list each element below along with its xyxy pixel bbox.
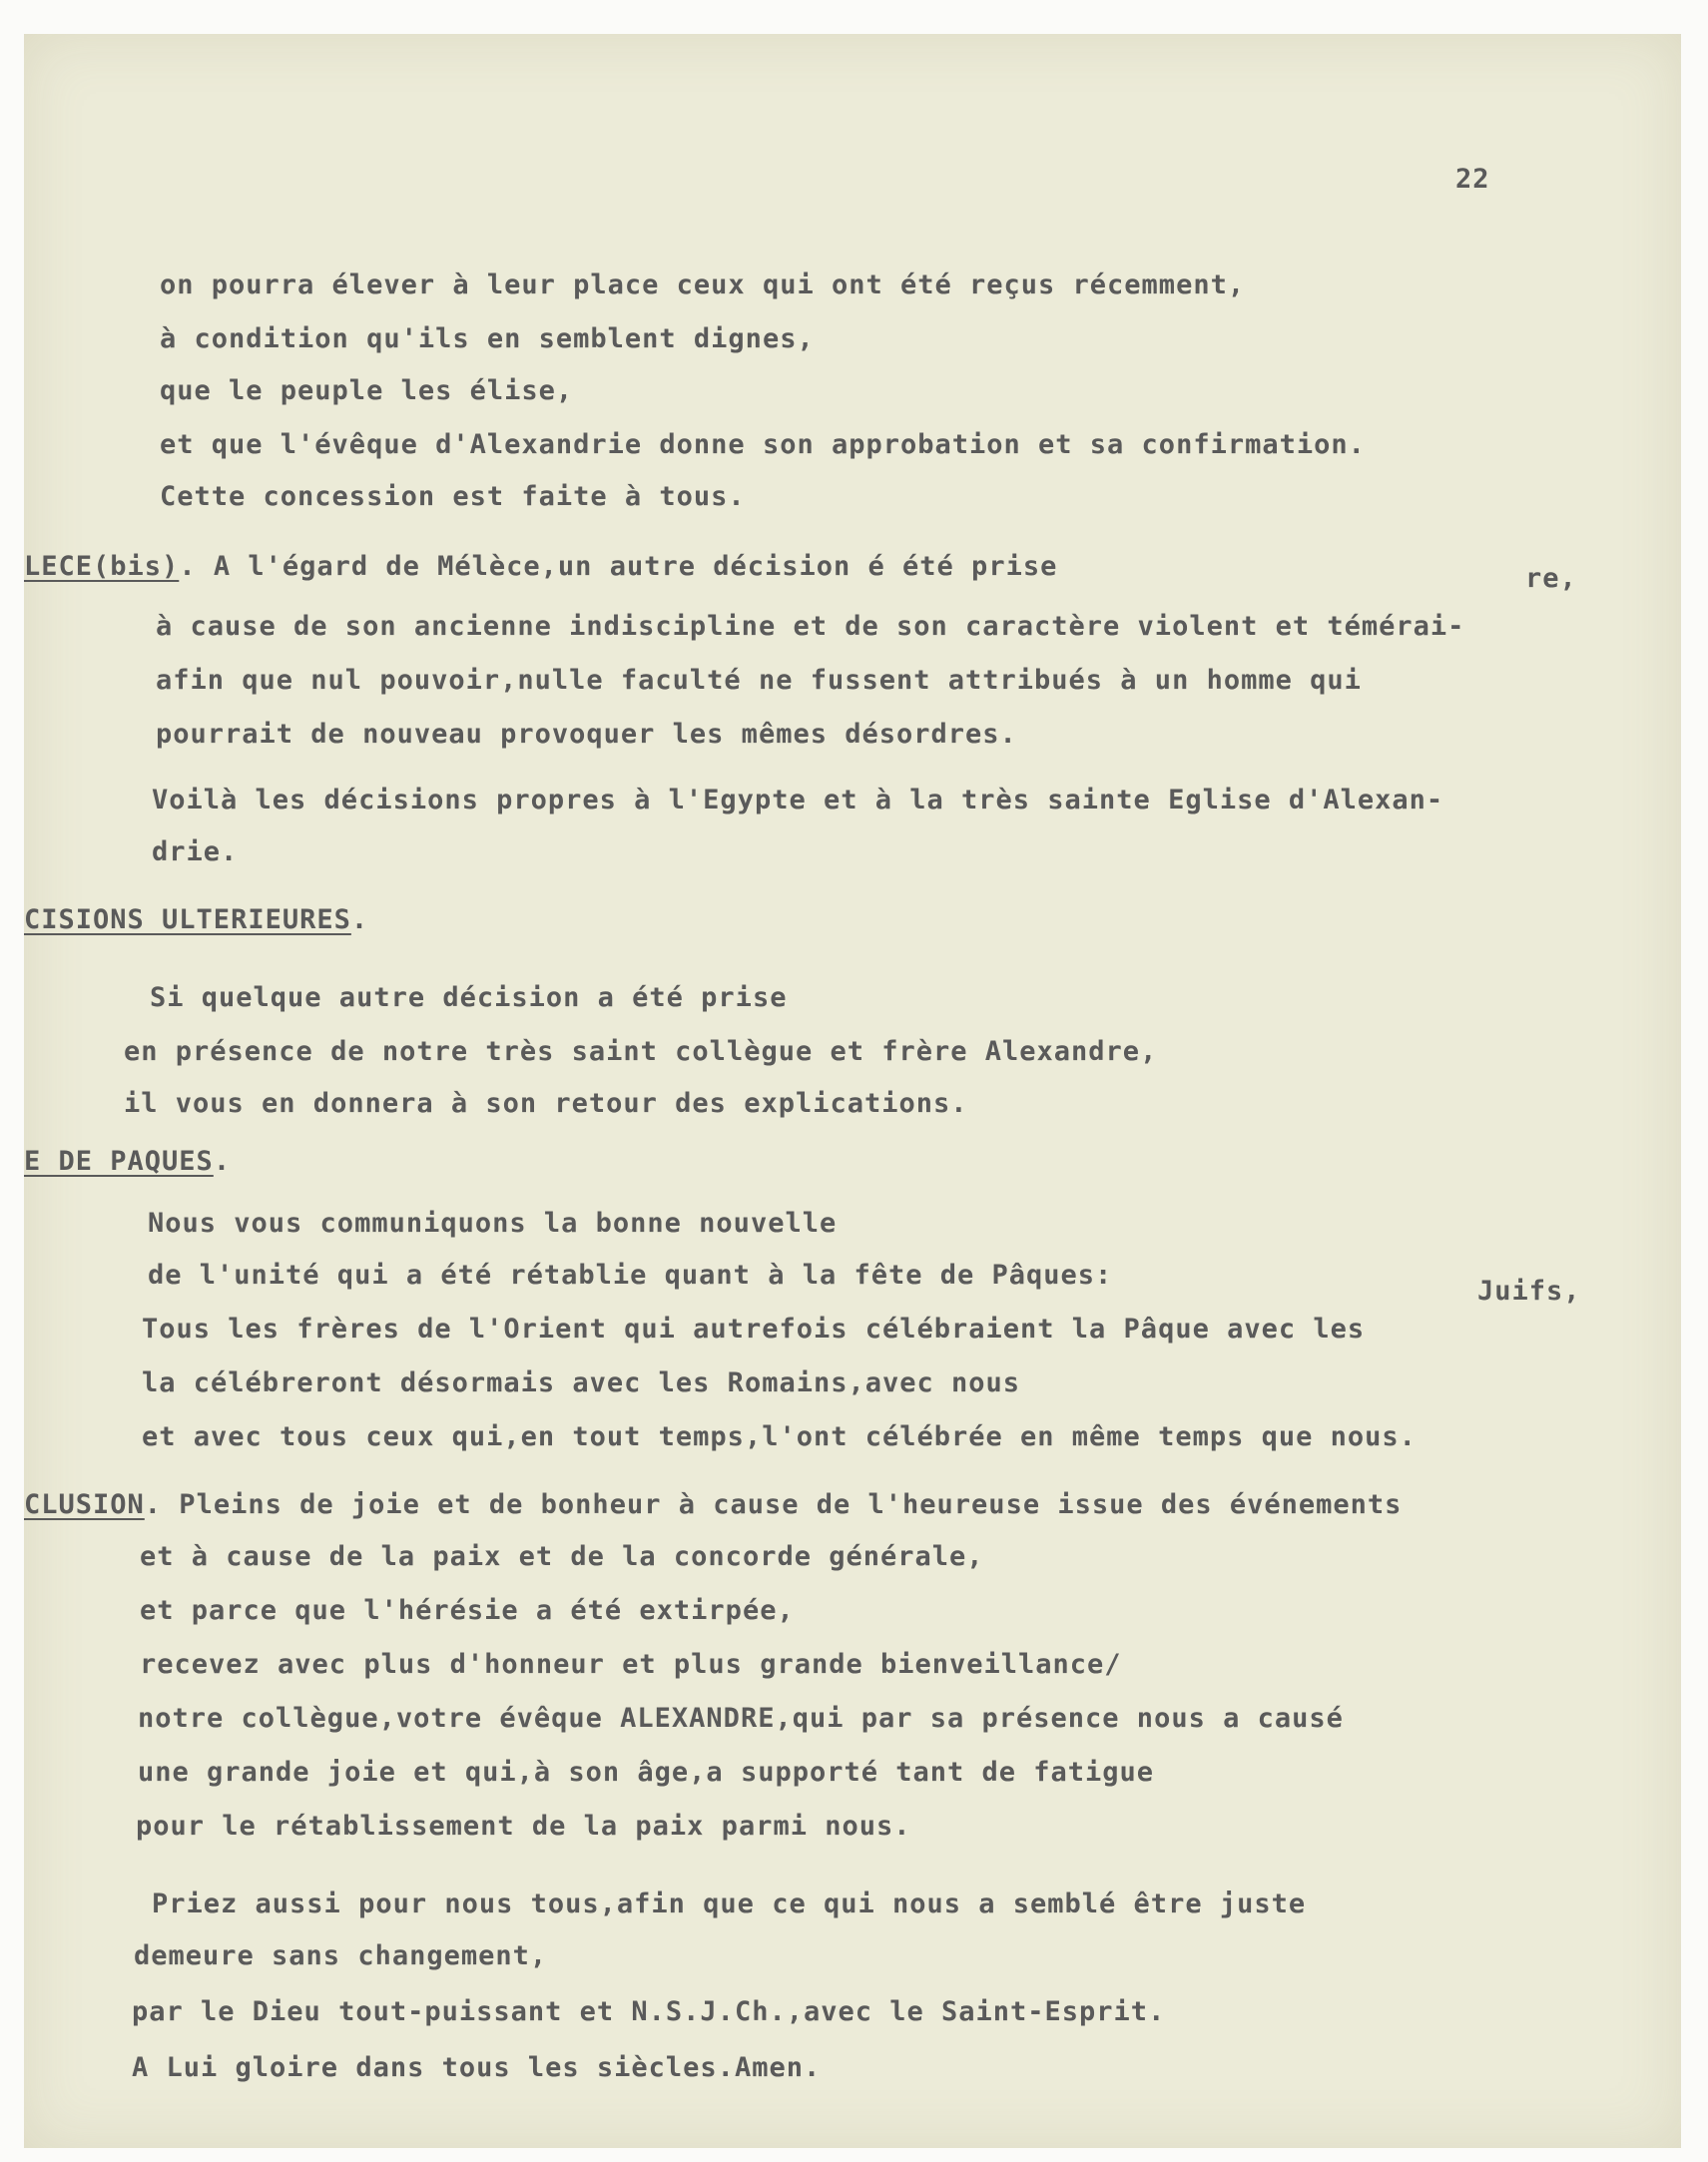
heading-text: . A l'égard de Mélèce,un autre décision é été prise: [179, 551, 1058, 582]
text-line: recevez avec plus d'honneur et plus grande bienveillance/: [140, 1649, 1122, 1680]
heading-label: CISIONS ULTERIEURES: [24, 904, 351, 935]
text-line: afin que nul pouvoir,nulle faculté ne fussent attribués à un homme qui: [156, 665, 1362, 696]
text-line: et que l'évêque d'Alexandrie donne son approbation et sa confirmation.: [160, 429, 1366, 460]
text-line: et à cause de la paix et de la concorde générale,: [140, 1541, 984, 1572]
section-heading-decisions: [24, 904, 368, 936]
text-line: en présence de notre très saint collègue et frère Alexandre,: [124, 1036, 1158, 1067]
text-line: à condition qu'ils en semblent dignes,: [160, 323, 815, 354]
text-line: Si quelque autre décision a été prise: [150, 982, 788, 1013]
text-line: par le Dieu tout-puissant et N.S.J.Ch.,avec le Saint-Esprit.: [132, 1996, 1166, 2027]
text-line: Voilà les décisions propres à l'Egypte et à la très sainte Eglise d'Alexan-: [152, 785, 1444, 815]
typewritten-sheet: [24, 34, 1681, 2148]
page-number: 22: [1455, 164, 1490, 195]
text-line: A Lui gloire dans tous les siècles.Amen.: [132, 2052, 822, 2083]
text-line: demeure sans changement,: [134, 1940, 548, 1971]
text-line: il vous en donnera à son retour des explications.: [124, 1088, 968, 1119]
section-heading-conclusion: [24, 1489, 1402, 1521]
text-line: une grande joie et qui,à son âge,a supporté tant de fatigue: [138, 1757, 1155, 1788]
section-heading-melece: [24, 551, 1057, 583]
heading-label: E DE PAQUES: [24, 1146, 214, 1177]
text-line: Priez aussi pour nous tous,afin que ce qui nous a semblé être juste: [152, 1889, 1307, 1919]
heading-text: .: [213, 1146, 232, 1177]
text-line: notre collègue,votre évêque ALEXANDRE,qui par sa présence nous a causé: [138, 1703, 1344, 1734]
text-line: pourrait de nouveau provoquer les mêmes désordres.: [156, 719, 1017, 750]
text-line: pour le rétablissement de la paix parmi nous.: [136, 1811, 911, 1842]
text-line: et parce que l'hérésie a été extirpée,: [140, 1595, 795, 1626]
text-line: à cause de son ancienne indiscipline et de son caractère violent et témérai-: [156, 611, 1465, 642]
text-line: drie.: [152, 836, 239, 867]
heading-text: . Pleins de joie et de bonheur à cause de l'heureuse issue des événements: [144, 1489, 1403, 1520]
text-line: de l'unité qui a été rétablie quant à la fête de Pâques:: [148, 1260, 1113, 1291]
margin-fragment: re,: [1525, 563, 1577, 594]
heading-text: .: [350, 904, 369, 935]
text-line: la célébreront désormais avec les Romains,avec nous: [142, 1367, 1021, 1398]
section-heading-paques: [24, 1146, 231, 1178]
margin-fragment: Juifs,: [1477, 1276, 1581, 1307]
heading-label: LECE(bis): [24, 551, 180, 582]
text-line: Cette concession est faite à tous.: [160, 481, 746, 512]
text-line: Nous vous communiquons la bonne nouvelle: [148, 1208, 838, 1239]
text-line: on pourra élever à leur place ceux qui ont été reçus récemment,: [160, 270, 1246, 300]
text-line: que le peuple les élise,: [160, 375, 574, 406]
heading-label: CLUSION: [24, 1489, 145, 1520]
text-line: et avec tous ceux qui,en tout temps,l'ont célébrée en même temps que nous.: [142, 1421, 1417, 1452]
text-line: Tous les frères de l'Orient qui autrefois célébraient la Pâque avec les: [142, 1314, 1366, 1345]
